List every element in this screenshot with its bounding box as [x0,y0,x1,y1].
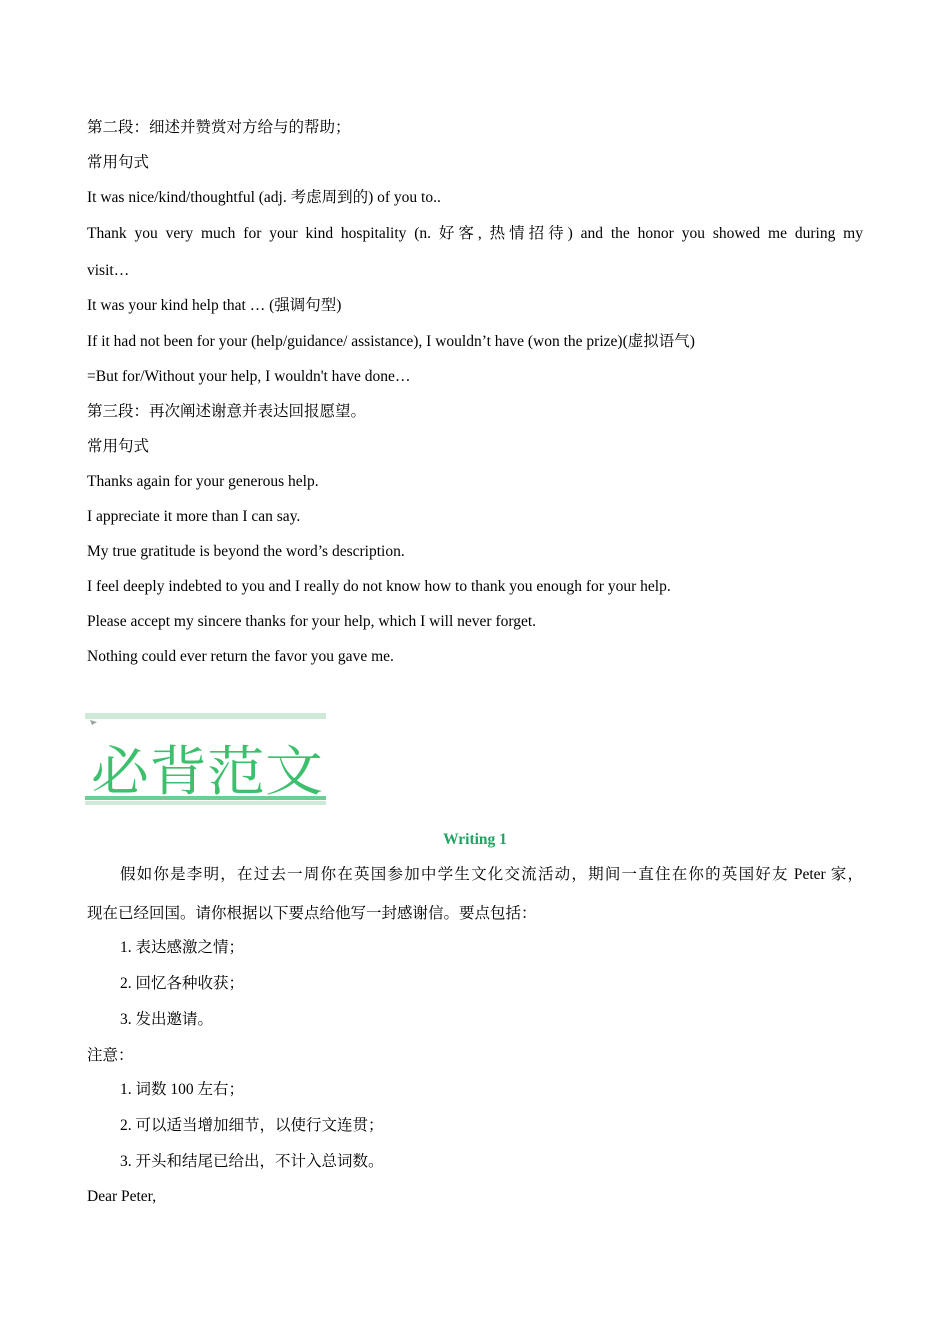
section2-patterns-label: 常用句式 [87,154,150,171]
section2-heading: 第二段：细述并赞赏对方给与的帮助； [87,119,351,136]
note-item: 1. 词数 100 左右； [120,1081,245,1098]
key-point: 1. 表达感激之情； [120,939,245,956]
notes-label: 注意： [87,1047,134,1064]
pattern-sentence-continued: visit… [87,262,130,279]
pattern-sentence: Please accept my sincere thanks for your help, which I will never forget. [87,613,537,630]
pattern-sentence: It was nice/kind/thoughtful (adj. 考虑周到的) of you to.. [87,189,441,206]
note-item: 3. 开头和结尾已给出，不计入总词数。 [120,1153,384,1170]
banner-text: 必背范文 [91,740,323,803]
key-point: 3. 发出邀请。 [120,1011,214,1028]
pattern-sentence: Nothing could ever return the favor you gave me. [87,648,394,665]
writing-title: Writing 1 [443,831,507,848]
banner-graphic [85,713,326,806]
pattern-sentence: I feel deeply indebted to you and I really do not know how to thank you enough for your help. [87,578,671,595]
pattern-sentence: I appreciate it more than I can say. [87,508,301,525]
section3-patterns-label: 常用句式 [87,438,150,455]
key-point: 2. 回忆各种收获； [120,975,245,992]
section3-heading: 第三段：再次阐述谢意并表达回报愿望。 [87,403,367,420]
pattern-sentence: Thank you very much for your kind hospitality (n. 好客, 热情招待) and the honor you showed me during my [87,225,863,242]
pattern-sentence: =But for/Without your help, I wouldn't have done… [87,368,411,385]
must-recite-banner [85,713,326,806]
prompt-line: 假如你是李明，在过去一周你在英国参加中学生文化交流活动，期间一直住在你的英国好友 Peter 家， [120,866,863,883]
prompt-line: 现在已经回国。请你根据以下要点给他写一封感谢信。要点包括： [87,905,537,922]
pattern-sentence: It was your kind help that … (强调句型) [87,297,342,314]
letter-salutation: Dear Peter, [87,1188,157,1205]
pattern-sentence: Thanks again for your generous help. [87,473,319,490]
note-item: 2. 可以适当增加细节，以使行文连贯； [120,1117,384,1134]
pattern-sentence: My true gratitude is beyond the word’s description. [87,543,405,560]
pattern-sentence: If it had not been for your (help/guidance/ assistance), I wouldn’t have (won the prize)(虚拟语气) [87,333,695,350]
